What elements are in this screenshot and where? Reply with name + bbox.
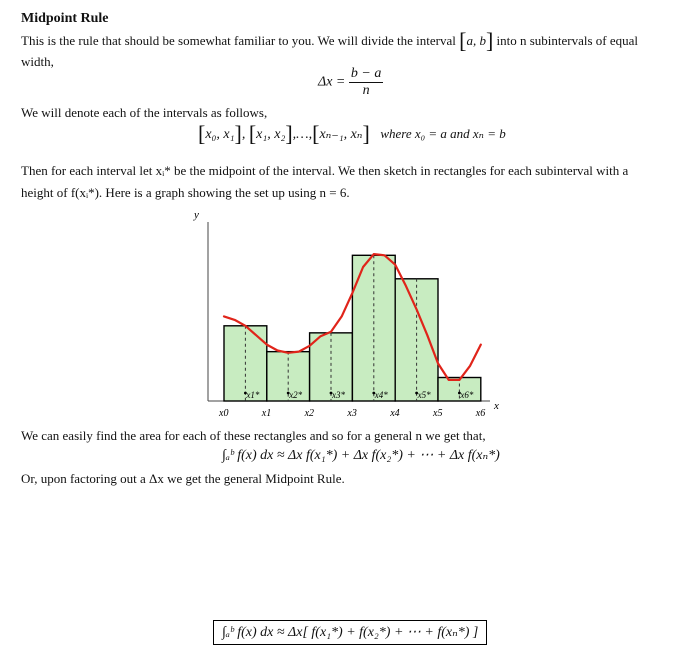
midpoint-label: x3* [332,390,345,400]
fraction-numerator: b − a [350,66,382,81]
intro-text: This is the rule that should be somewhat familiar to you. We will divide the interval [21,33,456,48]
x-axis-label: x [494,400,499,412]
area-text: We can easily find the area for each of these rectangles and so for a general n we get that, [21,428,486,443]
y-axis-label: y [194,209,199,221]
interval-ellipsis: ,…, [292,127,313,142]
then-line-1: Then for each interval let xᵢ* be the midpoint of the interval. We then sketch in rectangles for each subinterval with a [21,163,629,178]
approx-formula: ∫ₐᵇ f(x) dx ≈ Δx f(x₁*) + Δx f(x₂*) + ⋯ + Δx f(xₙ*) [222,448,500,463]
edge-label: x1 [261,408,272,419]
edge-label: x2 [304,408,315,419]
midpoint-label: x6* [460,390,474,400]
midpoint-label: x5* [417,390,431,400]
edge-label: x5 [433,408,443,419]
intro-line-2: width, [21,54,54,69]
midpoint-rule-box: ∫ₐᵇ f(x) dx ≈ Δx[ f(x₁*) + f(x₂*) + ⋯ + f(xₙ*) ] [213,620,487,645]
interval-2: x₁, x₂ [256,127,286,142]
endpoint-conditions: where x₀ = a and xₙ = b [380,126,506,141]
edge-label: x4 [390,408,400,419]
interval-notation: [a, b] [459,28,494,53]
intro-text-end: into n subintervals of equal [496,33,639,48]
then-line-2: height of f(xᵢ*). Here is a graph showing the set up using n = 6. [21,185,350,200]
midpoint-label: x1* [246,390,260,400]
edge-label: x0 [219,408,229,419]
denote-text: We will denote each of the intervals as follows, [21,105,268,120]
interval-n: xₙ₋₁, xₙ [319,127,363,142]
midpoint-rectangle [310,333,353,401]
section-heading: Midpoint Rule [21,11,109,26]
midpoint-label: x2* [289,390,303,400]
interval-1: x₀, x₁ [205,127,235,142]
intervals-formula: [x₀, x₁], [x₁, x₂],…,[xₙ₋₁, xₙ] where x₀ = a and xₙ = b [198,121,506,146]
delta-x-lhs: Δx = [318,74,346,90]
edge-label: x3 [347,408,357,419]
fraction-denominator: n [362,83,370,98]
midpoint-label: x4* [374,390,388,400]
edge-label: x6 [475,408,486,419]
factor-text: Or, upon factoring out a Δx we get the general Midpoint Rule. [21,471,345,486]
